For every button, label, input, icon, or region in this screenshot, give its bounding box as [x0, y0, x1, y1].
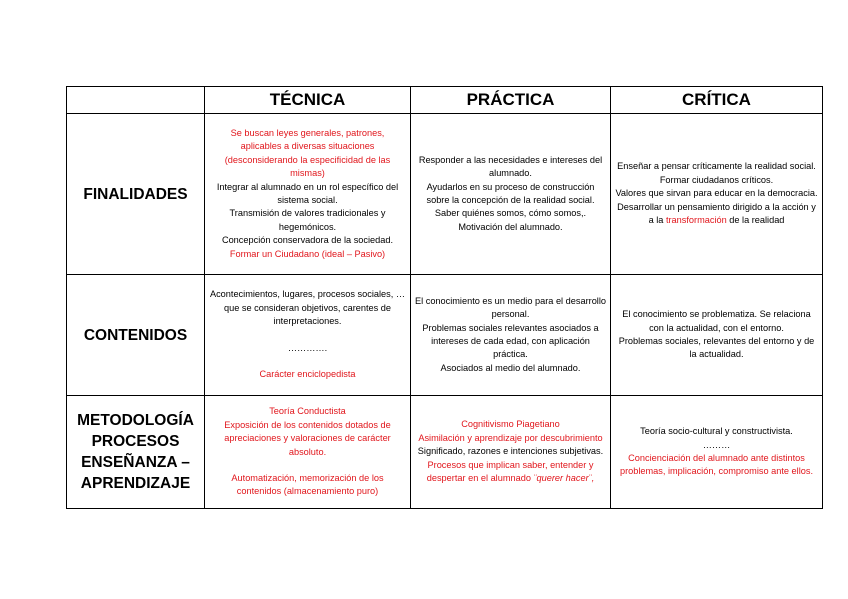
text-line: Integrar al alumnado en un rol específico del sistema social.	[216, 181, 399, 205]
text-line: Carácter enciclopedista	[259, 369, 356, 380]
text-line: Ayudarlos en su proceso de construcción sobre la concepción de la realidad social.	[426, 181, 595, 205]
cell-finalidades-practica	[411, 114, 611, 275]
text-line: Concepción conservadora de la sociedad.	[221, 235, 394, 246]
cell-metodologia-tecnica	[205, 396, 411, 509]
label-line: APRENDIZAJE	[80, 475, 191, 492]
text-line: Enseñar a pensar críticamente la realidad social.	[617, 161, 816, 172]
header-tecnica: TÉCNICA	[205, 87, 411, 114]
comparison-table	[66, 86, 823, 509]
text-line	[415, 459, 606, 486]
header-critica: CRÍTICA	[611, 87, 823, 114]
text-line: Transmisión de valores tradicionales y hegemónicos.	[229, 208, 386, 232]
text-line: Teoría socio-cultural y constructivista.	[640, 426, 793, 437]
text-line: Exposición de los contenidos dotados de apreciaciones y valoraciones de carácter absoluto.	[224, 419, 391, 457]
quoted-phrase: ¨querer hacer¨,	[533, 473, 595, 484]
text-line: Formar ciudadanos críticos.	[659, 174, 774, 185]
text-line: Se buscan leyes generales, patrones, aplicables a diversas situaciones (desconsiderando la especificidad de las mismas)	[224, 127, 391, 179]
text-fragment: de la realidad	[726, 215, 785, 226]
text-line: Saber quiénes somos, cómo somos,.	[434, 208, 587, 219]
cell-metodologia-critica	[611, 396, 823, 509]
label-line: ENSEÑANZA –	[81, 454, 190, 471]
text-line: Motivación del alumnado.	[458, 221, 563, 232]
text-line	[615, 201, 818, 228]
text-line: Valores que sirvan para educar en la democracia.	[615, 188, 818, 199]
label-line: METODOLOGÍA	[77, 412, 194, 429]
text-line: ………….	[287, 342, 328, 353]
text-line: Significado, razones e intenciones subjetivas.	[417, 446, 604, 457]
text-line: El conocimiento es un medio para el desarrollo personal.	[415, 295, 606, 320]
row-finalidades	[67, 114, 823, 275]
text-line: Asimilación y aprendizaje por descubrimiento	[418, 432, 603, 443]
row-label-finalidades: FINALIDADES	[67, 114, 205, 275]
cell-contenidos-practica	[411, 275, 611, 396]
row-label-metodologia	[67, 396, 205, 509]
text-line: Automatización, memorización de los contenidos (almacenamiento puro)	[231, 472, 384, 497]
cell-finalidades-tecnica	[205, 114, 411, 275]
text-line: ………	[702, 439, 731, 450]
label-line: PROCESOS	[91, 433, 180, 450]
text-line: Responder a las necesidades e intereses del alumnado.	[418, 154, 603, 179]
header-row	[67, 87, 823, 114]
cell-contenidos-critica	[611, 275, 823, 396]
text-line: Asociados al medio del alumnado.	[440, 362, 581, 373]
header-empty-cell	[67, 87, 205, 114]
row-metodologia	[67, 396, 823, 509]
text-fragment: Desarrollar un pensamiento dirigido a la acción y a la	[617, 201, 816, 226]
text-line: El conocimiento se problematiza. Se relaciona con la actualidad, con el entorno.	[622, 309, 811, 333]
text-line: Formar un Ciudadano (ideal – Pasivo)	[229, 248, 386, 259]
header-practica: PRÁCTICA	[411, 87, 611, 114]
text-line: Teoría Conductista	[269, 406, 346, 417]
text-line: Problemas sociales relevantes asociados a intereses de cada edad, con aplicación práctica.	[422, 322, 599, 360]
text-fragment: Procesos que implican saber, entender y despertar en el alumnado	[426, 459, 594, 484]
cell-contenidos-tecnica	[205, 275, 411, 396]
text-line: Problemas sociales, relevantes del entorno y de la actualidad.	[618, 336, 815, 360]
row-contenidos	[67, 275, 823, 396]
text-line: Cognitivismo Piagetiano	[461, 419, 560, 430]
cell-finalidades-critica	[611, 114, 823, 275]
text-line: Acontecimientos, lugares, procesos sociales, … que se consideran objetivos, carentes de interpretaciones.	[209, 289, 406, 327]
cell-metodologia-practica	[411, 396, 611, 509]
row-label-contenidos: CONTENIDOS	[67, 275, 205, 396]
highlight-word: transformación	[665, 215, 727, 226]
text-line: Concienciación del alumnado ante distintos problemas, implicación, compromiso ante ellos.	[619, 453, 814, 477]
